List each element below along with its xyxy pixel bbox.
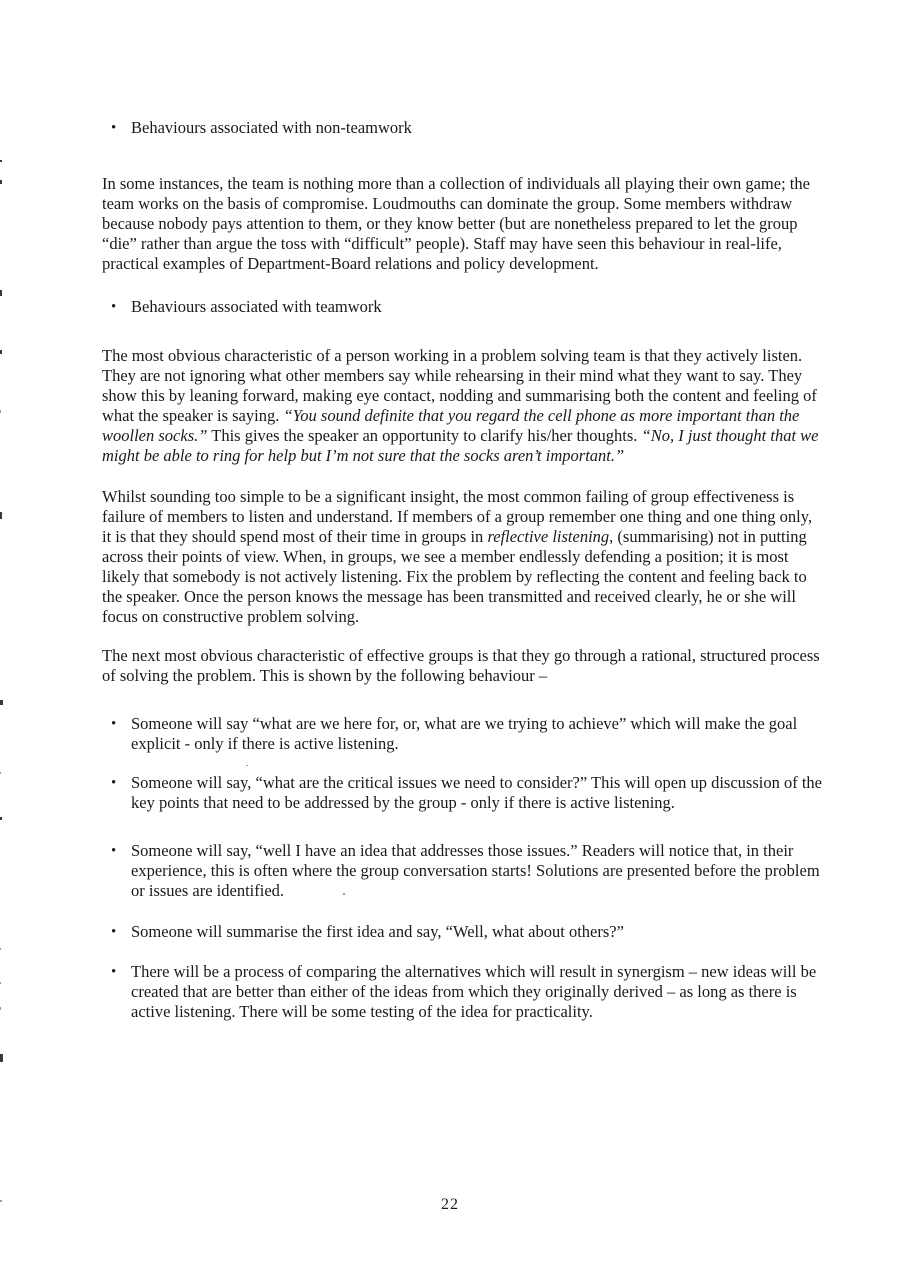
- list-item: [102, 841, 824, 901]
- list-item: [102, 922, 824, 942]
- bullet-icon: •: [111, 775, 117, 791]
- list-item-text: Someone will summarise the first idea and say, “Well, what about others?”: [131, 922, 624, 941]
- list-item: [102, 962, 824, 1022]
- paragraph-active-listening: The most obvious characteristic of a person working in a problem solving team is that they actively listen. They are not ignoring what other members say while rehearsing in their mind what they want to say. They show this by leaning forward, making eye contact, nodding and summarising both the content and feeling of what the speaker is saying. “You sound definite that you regard the cell phone as more important than the woollen socks.” This gives the speaker an opportunity to clarify his/her thoughts. “No, I just thought that we might be able to ring for help but I’m not sure that the socks aren’t important.”: [102, 346, 819, 465]
- scan-artifact: [0, 817, 2, 820]
- bullet-heading-teamwork: [102, 297, 824, 317]
- list-item: [102, 773, 824, 813]
- heading-text-non-teamwork: Behaviours associated with non-teamwork: [131, 118, 412, 137]
- heading-text-teamwork: Behaviours associated with teamwork: [131, 297, 382, 316]
- behaviour-bullet-list: [102, 714, 824, 1022]
- paragraph-rational-process: The next most obvious characteristic of effective groups is that they go through a rational, structured process of solving the problem. This is shown by the following behaviour –: [102, 646, 820, 685]
- list-item: [102, 714, 824, 754]
- paragraph-non-teamwork: In some instances, the team is nothing more than a collection of individuals all playing their own game; the team works on the basis of compromise. Loudmouths can dominate the group. Some members withdraw because nobody pays attention to them, or they know better (but are nonetheless prepared to let the group “die” rather than argue the toss with “difficult” people). Staff may have seen this behaviour in real-life, practical examples of Department-Board relations and policy development.: [102, 174, 810, 273]
- scan-artifact: [0, 1007, 1, 1010]
- list-item-text: Someone will say, “well I have an idea that addresses those issues.” Readers will notice that, in their experience, this is often where the group conversation starts! Solutions are presented before the problem or issues are identified.: [131, 841, 820, 900]
- scan-artifact: [0, 948, 1, 950]
- scan-artifact: [0, 772, 1, 774]
- bullet-icon: •: [111, 299, 117, 315]
- bullet-icon: •: [111, 716, 117, 732]
- paragraph-reflective-listening: Whilst sounding too simple to be a significant insight, the most common failing of group effectiveness is failure of members to listen and understand. If members of a group remember one thing and one thing only, it is that they should spend most of their time in groups in reflective listening, (summarising) not in putting across their points of view. When, in groups, we see a member endlessly defending a position; it is most likely that somebody is not actively listening. Fix the problem by reflecting the content and feeling back to the speaker. Once the person knows the message has been transmitted and received clearly, he or she will focus on constructive problem solving.: [102, 487, 813, 626]
- scan-artifact: [0, 350, 2, 354]
- bullet-heading-non-teamwork: [102, 118, 824, 138]
- scan-artifact: [0, 160, 2, 162]
- scan-artifact: [0, 982, 1, 984]
- bullet-icon: •: [111, 964, 117, 980]
- bullet-icon: •: [111, 120, 117, 136]
- bullet-icon: •: [111, 843, 117, 859]
- page-number: 22: [441, 1196, 459, 1213]
- list-item-text: There will be a process of comparing the alternatives which will result in synergism – new ideas will be created that are better than either of the ideas from which they originally derived – as long as there is active listening. There will be some testing of the idea for practicality.: [131, 962, 817, 1021]
- bullet-icon: •: [111, 924, 117, 940]
- scan-artifact: [0, 410, 1, 413]
- scan-artifact: [0, 700, 3, 705]
- list-item-text: Someone will say “what are we here for, or, what are we trying to achieve” which will make the goal explicit - only if there is active listening.: [131, 714, 798, 753]
- scan-artifact: [0, 180, 2, 184]
- scan-artifact: [0, 512, 2, 519]
- scan-artifact: [0, 1054, 3, 1062]
- list-item-text: Someone will say, “what are the critical issues we need to consider?” This will open up discussion of the key points that need to be addressed by the group - only if there is active listening.: [131, 773, 822, 812]
- document-body: [102, 118, 824, 1022]
- scan-artifact: [0, 290, 2, 296]
